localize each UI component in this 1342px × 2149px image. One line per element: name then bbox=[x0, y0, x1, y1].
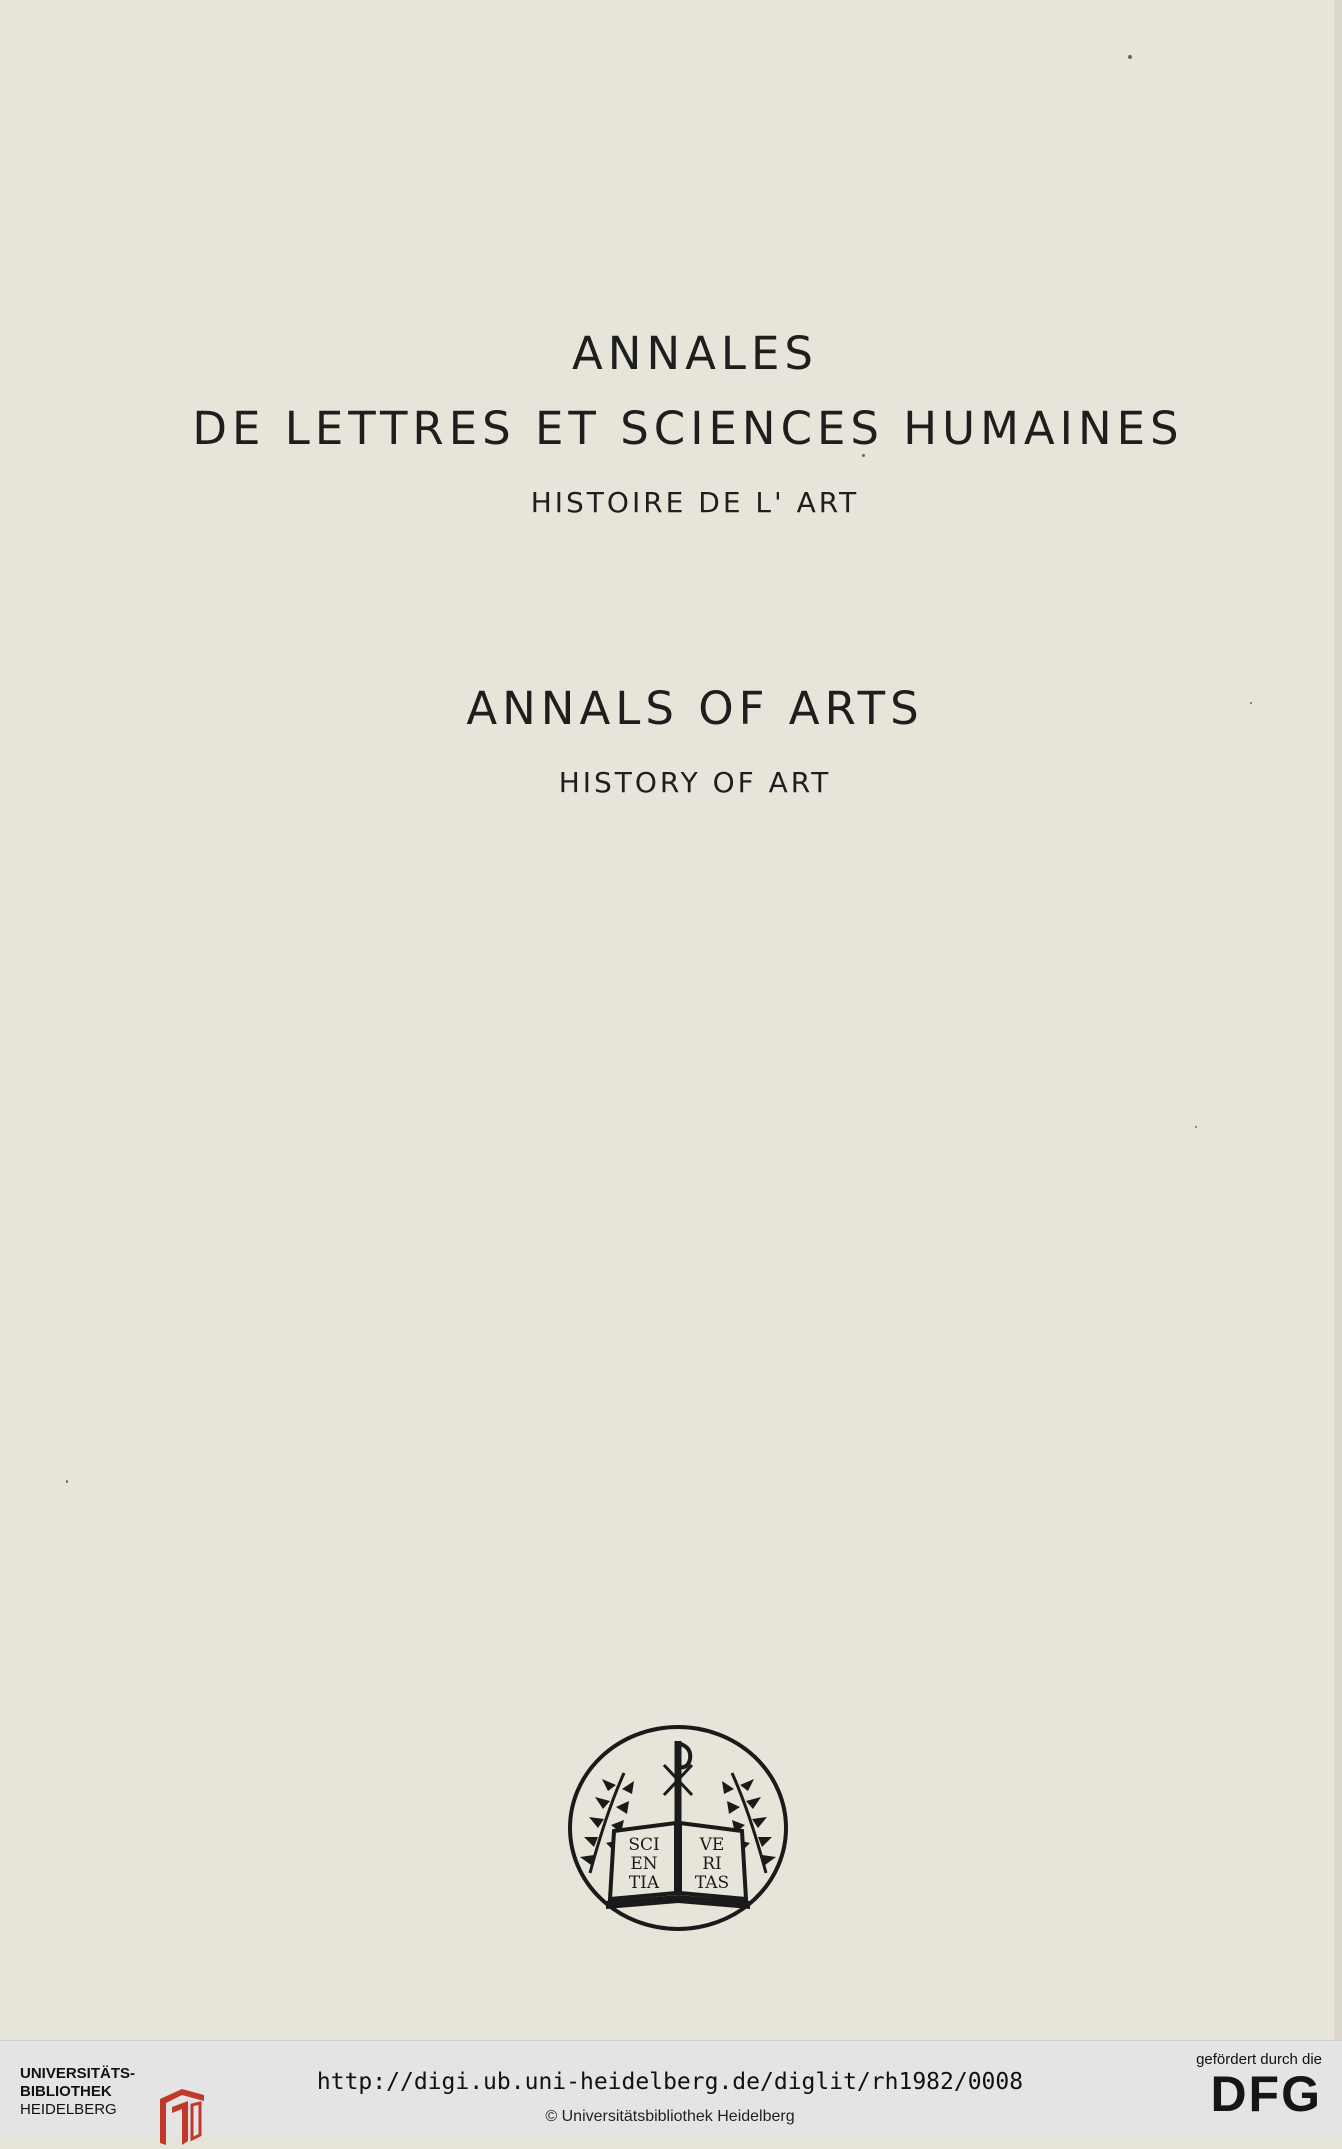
title-annals-of-arts: ANNALS OF ARTS bbox=[466, 682, 924, 735]
library-logo-line: HEIDELBERG bbox=[20, 2101, 117, 2118]
viewer-footer bbox=[0, 2040, 1342, 2137]
paper-speck bbox=[1128, 55, 1132, 59]
svg-text:EN: EN bbox=[630, 1854, 658, 1874]
svg-text:RI: RI bbox=[702, 1854, 722, 1874]
university-seal-icon bbox=[566, 1723, 790, 1933]
paper-speck bbox=[66, 1480, 68, 1483]
library-logo-line: BIBLIOTHEK bbox=[20, 2083, 112, 2100]
svg-text:SCI: SCI bbox=[628, 1835, 660, 1855]
library-mark-icon bbox=[152, 2085, 208, 2149]
permalink-url[interactable]: http://digi.ub.uni-heidelberg.de/diglit/rh1982/0008 bbox=[316, 2069, 1024, 2095]
university-library-logo[interactable] bbox=[20, 2065, 200, 2125]
svg-text:VE: VE bbox=[699, 1835, 725, 1855]
paper-speck bbox=[1195, 1126, 1197, 1128]
page-edge bbox=[1334, 0, 1342, 2040]
funder-caption: gefördert durch die bbox=[1196, 2051, 1322, 2068]
title-lettres-sciences-humaines: DE LETTRES ET SCIENCES HUMAINES bbox=[192, 402, 1184, 455]
svg-text:TAS: TAS bbox=[694, 1873, 730, 1893]
subtitle-history-of-art: HISTORY OF ART bbox=[558, 766, 832, 799]
dfg-logo-icon: DFG bbox=[1210, 2066, 1322, 2122]
library-logo-line: UNIVERSITÄTS- bbox=[20, 2065, 136, 2082]
subtitle-histoire-de-l-art: HISTOIRE DE L' ART bbox=[530, 486, 860, 519]
copyright-notice: © Universitätsbibliothek Heidelberg bbox=[545, 2108, 795, 2125]
title-annales: ANNALES bbox=[572, 327, 818, 380]
svg-text:TIA: TIA bbox=[628, 1873, 660, 1893]
funder-logo[interactable] bbox=[1162, 2051, 1322, 2131]
